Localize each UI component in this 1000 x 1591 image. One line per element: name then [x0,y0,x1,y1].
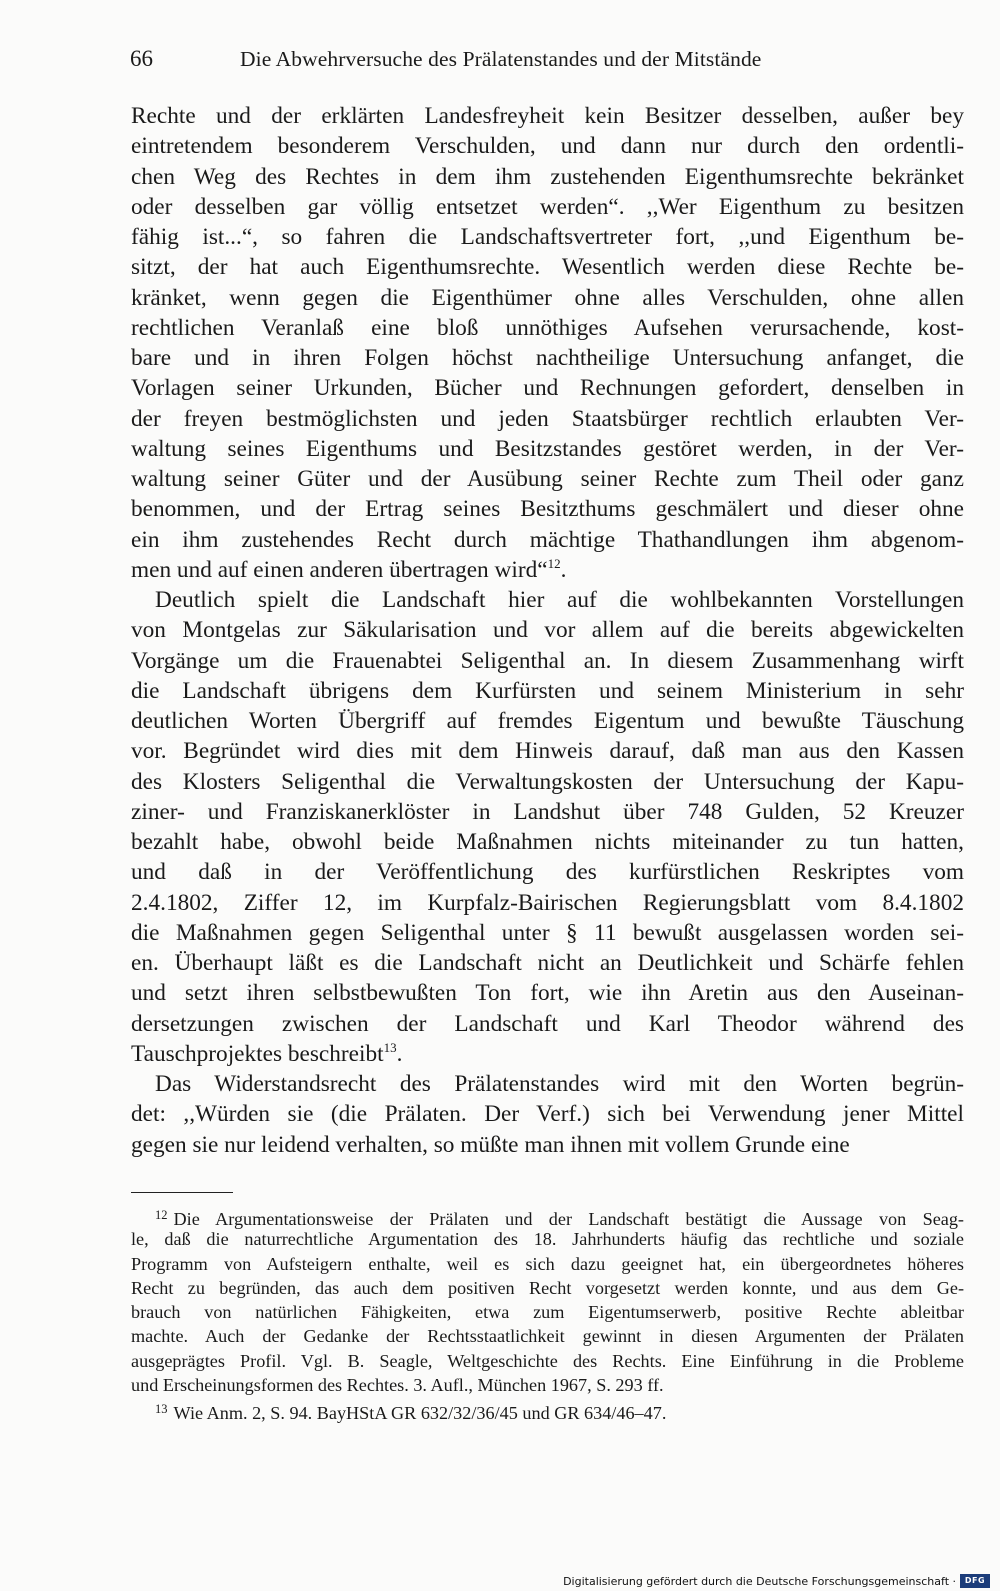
text-line: sitzt, der hat auch Eigenthumsrechte. Wesentlich werden diese Rechte be- [131,254,964,281]
footnote-line: und Erscheinungsformen des Rechtes. 3. Aufl., München 1967, S. 293 ff. [131,1375,664,1396]
footnote-line: brauch von natürlichen Fähigkeiten, etwa zum Eigentumserwerb, positive Rechte ableitbar [131,1302,964,1323]
text-line: Vorgänge um die Frauenabtei Seligenthal an. In diesem Zusammenhang wirft [131,647,964,674]
text-line: oder desselben gar völlig entsetzet werden“. ,,Wer Eigenthum zu besitzen [131,193,964,220]
text-line: der freyen bestmöglichsten und jeden Staatsbürger rechtlich erlaubten Ver- [131,405,964,432]
dfg-logo: DFG [960,1574,990,1588]
text-line: eintretendem besonderem Verschulden, und dann nur durch den ordentli- [131,133,964,160]
page-header [130,44,960,78]
footnote-line: Recht zu begründen, das auch dem positiven Recht vorgesetzt werden konnte, und aus dem Ge- [131,1277,964,1298]
footnote-line: ausgeprägtes Profil. Vgl. B. Seagle, Weltgeschichte des Rechts. Eine Einführung in die Probleme [131,1350,964,1371]
footnote-ref: 13 [383,1039,397,1055]
text-line: bezahlt habe, obwohl beide Maßnahmen nichts miteinander zu tun hatten, [131,829,964,855]
text-line: ein ihm zustehendes Recht durch mächtige Thathandlungen ihm abgenom- [131,526,964,553]
text-line: chen Weg des Rechtes in dem ihm zustehenden Eigenthumsrechte bekränket [131,163,964,190]
text-line: von Montgelas zur Säkularisation und vor allem auf die bereits abgewickelten [131,617,964,644]
text-line: deutlichen Worten Übergriff auf fremdes Eigentum und bewußte Täuschung [131,708,964,734]
digitization-credit [563,1574,990,1588]
text-line: waltung seiner Güter und der Ausübung seiner Rechte zum Theil oder ganz [131,466,964,492]
text-line: des Klosters Seligenthal die Verwaltungskosten der Untersuchung der Kapu- [131,768,964,795]
text-line: det: ,,Würden sie (die Prälaten. Der Verf.) sich bei Verwendung jener Mittel [131,1101,964,1128]
body-text [131,101,964,1160]
footnote-start: $^{13}$ Wie Anm. 2, S. 94. BayHStA GR 632/32/36/45 und GR 634/46–47. [155,1402,667,1424]
footnote-start: $^{12}$ Die Argumentationsweise der Prälaten und der Landschaft bestätigt die Aussage von Seag- [155,1208,964,1229]
text-line: kränket, wenn gegen die Eigenthümer ohne alles Verschulden, ohne allen [131,284,964,311]
footnote-rule [131,1192,233,1193]
footnote-line: machte. Auch der Gedanke der Rechtsstaatlichkeit gewinnt in diesen Argumenten der Prälaten [131,1326,964,1347]
text-line: und daß in der Veröffentlichung des kurfürstlichen Reskriptes vom [131,859,964,886]
text-line: benommen, und der Ertrag seines Besitzthums geschmälert und dieser ohne [131,496,964,523]
footnotes [131,1203,964,1422]
footnote-line: Programm von Aufsteigern enthalte, weil es sich dazu geeignet hat, ein übergeordnetes höheres [131,1253,964,1274]
footnote-ref: 12 [547,555,561,571]
text-line: die Maßnahmen gegen Seligenthal unter § 11 bewußt ausgelassen worden sei- [131,919,964,946]
footnote-line: le, daß die naturrechtliche Argumentation des 18. Jahrhunderts häufig das rechtliche und soziale [131,1229,964,1250]
running-head: Die Abwehrversuche des Prälatenstandes und der Mitstände [240,47,762,71]
text-line: ziner- und Franziskanerklöster in Landshut über 748 Gulden, 52 Kreuzer [131,798,964,825]
text-line: und setzt ihren selbstbewußten Ton fort, wie ihn Aretin aus den Auseinan- [131,980,964,1007]
text-line: waltung seines Eigenthums und Besitzstandes gestöret werden, in der Ver- [131,435,964,462]
digitization-credit-text: Digitalisierung gefördert durch die Deutsche Forschungsgemeinschaft · [563,1574,956,1588]
text-line: 2.4.1802, Ziffer 12, im Kurpfalz-Bairischen Regierungsblatt vom 8.4.1802 [131,889,964,916]
text-line: Das Widerstandsrecht des Prälatenstandes wird mit den Worten begrün- [155,1071,964,1097]
footnote-number: 12 [155,1208,168,1222]
text-line: men und auf einen anderen übertragen wird“$^{12}$. [131,555,567,583]
text-line: bare und in ihren Folgen höchst nachtheilige Untersuchung anfanget, die [131,345,964,371]
text-line: Vorlagen seiner Urkunden, Bücher und Rechnungen gefordert, denselben in [131,375,964,402]
text-line: Deutlich spielt die Landschaft hier auf die wohlbekannten Vorstellungen [155,587,964,613]
text-line: rechtlichen Veranlaß eine bloß unnöthiges Aufsehen verursachende, kost- [131,314,964,341]
page-number: 66 [130,46,153,71]
footnote-number: 13 [155,1402,168,1417]
text-line: Tauschprojektes beschreibt$^{13}$. [131,1039,403,1067]
text-line: vor. Begründet wird dies mit dem Hinweis darauf, daß man aus den Kassen [131,738,964,765]
text-line: gegen sie nur leidend verhalten, so müßte man ihnen mit vollem Grunde eine [131,1131,850,1158]
text-line: en. Überhaupt läßt es die Landschaft nicht an Deutlichkeit und Schärfe fehlen [131,950,964,976]
text-line: dersetzungen zwischen der Landschaft und Karl Theodor während des [131,1010,964,1037]
text-line: Rechte und der erklärten Landesfreyheit kein Besitzer desselben, außer bey [131,103,964,129]
text-line: fähig ist...“, so fahren die Landschaftsvertreter fort, ,,und Eigenthum be- [131,224,964,250]
text-line: die Landschaft übrigens dem Kurfürsten und seinem Ministerium in sehr [131,677,964,704]
